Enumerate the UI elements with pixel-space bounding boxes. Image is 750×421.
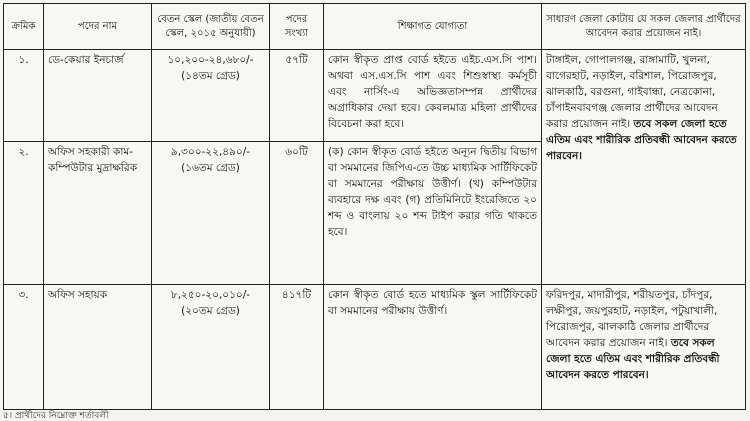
header-serial: ক্রমিক <box>4 4 44 50</box>
district-list: ফরিদপুর, মাদারীপুর, শরীয়তপুর, চাঁদপুর, লক্ষীপুর, জয়পুরহাট, নড়াইল, পটুয়াখালী, পিরোজপুর, ঝালকাঠি জেলার প্রার্থীদের আবেদন করার প্রয়োজন নাই। <box>546 288 718 349</box>
job-vacancy-table <box>3 3 746 410</box>
cell-post-name: অফিস সহায়ক <box>44 284 152 409</box>
cell-post-count: ৪১৭টি <box>270 284 324 409</box>
cell-serial: ৩. <box>4 284 44 409</box>
header-post-name: পদের নাম <box>44 4 152 50</box>
header-pay-scale: বেতন স্কেল (জাতীয় বেতন স্কেল, ২০১৫ অনুযায়ী) <box>152 4 270 50</box>
cell-serial: ১. <box>4 50 44 142</box>
table-row <box>4 284 746 409</box>
cell-qualification: (ক) কোন স্বীকৃত বোর্ড হইতে অন্যূন দ্বিতীয় বিভাগ বা সমমানের জিপিএ-তে উচ্চ মাধ্যমিক সার্টিফিকেট বা সমমানের পরীক্ষায় উত্তীর্ণ। (খ) কম্পিউটার ব্যবহারে দক্ষ এবং (গ) প্রতিমিনিটে ইংরেজিতে ২০ শব্দ ও বাংলায় ২০ শব্দ টাইপ করার গতি থাকতে হবে। <box>324 142 542 284</box>
cell-post-count: ৬০টি <box>270 142 324 284</box>
cell-post-name: অফিস সহকারী কাম-কম্পিউটার মুদ্রাক্ষরিক <box>44 142 152 284</box>
header-qualification: শিক্ষাগত যোগ্যতা <box>324 4 542 50</box>
cell-qualification: কোন স্বীকৃত প্রাপ্ত বোর্ড হইতে এইচ.এস.সি পাশ। অথবা এস.এস.সি পাশ এবং শিশুস্বাস্থ্য কর্মসূচী এবং নার্সিং-এ অভিজ্ঞতাসম্পন্ন প্রার্থীদের অগ্রাধিকার দেয়া হবে। কেবলমাত্র মহিলা প্রার্থীদের বিবেচনা করা হবে। <box>324 50 542 142</box>
header-post-count: পদের সংখ্যা <box>270 4 324 50</box>
cell-serial: ২. <box>4 142 44 284</box>
cell-district-quota <box>542 50 746 285</box>
cell-pay-scale: ১০,২০০-২৪,৬৮০/- (১৪তম গ্রেড) <box>152 50 270 142</box>
cell-qualification: কোন স্বীকৃত বোর্ড হতে মাধ্যমিক স্কুল সার্টিফিকেট বা সমমানের পরীক্ষায় উত্তীর্ণ। <box>324 284 542 409</box>
cell-pay-scale: ৮,২৫০-২০,০১০/- (২০তম গ্রেড) <box>152 284 270 409</box>
cell-district-quota <box>542 284 746 409</box>
cell-post-count: ৫৭টি <box>270 50 324 142</box>
district-note: তবে সকল জেলা হতে এতিম এবং শারীরিক প্রতিবন্ধী আবেদন করতে পারবেন। <box>546 336 720 381</box>
cell-pay-scale: ৯,৩০০-২২,৪৯০/- (১৬তম গ্রেড) <box>152 142 270 284</box>
header-district-quota: সাধারণ জেলা কোটায় যে সকল জেলার প্রার্থীদের আবেদন করার প্রয়োজন নাই। <box>542 4 746 50</box>
cell-post-name: ডে-কেয়ার ইনচার্জ <box>44 50 152 142</box>
footer-fragment: ৫। প্রার্থীদের নিম্নোক্ত শর্তাবলী <box>3 411 109 421</box>
table-header-row <box>4 4 746 50</box>
district-list: টাঙ্গাইল, গোপালগঞ্জ, রাঙ্গামাটি, খুলনা, বাগেরহাট, নড়াইল, বরিশাল, পিরোজপুর, ঝালকাঠি, বরগুনা, গাইবান্ধা, নেত্রকোনা, চাঁপাইনবাবগঞ্জ জেলার প্রার্থীদের আবেদন করার প্রয়োজন নাই। <box>546 54 718 131</box>
table-row <box>4 50 746 142</box>
district-note: তবে সকল জেলা হতে এতিম এবং শারীরিক প্রতিবন্ধী আবেদন করতে পারবেন। <box>546 118 737 163</box>
